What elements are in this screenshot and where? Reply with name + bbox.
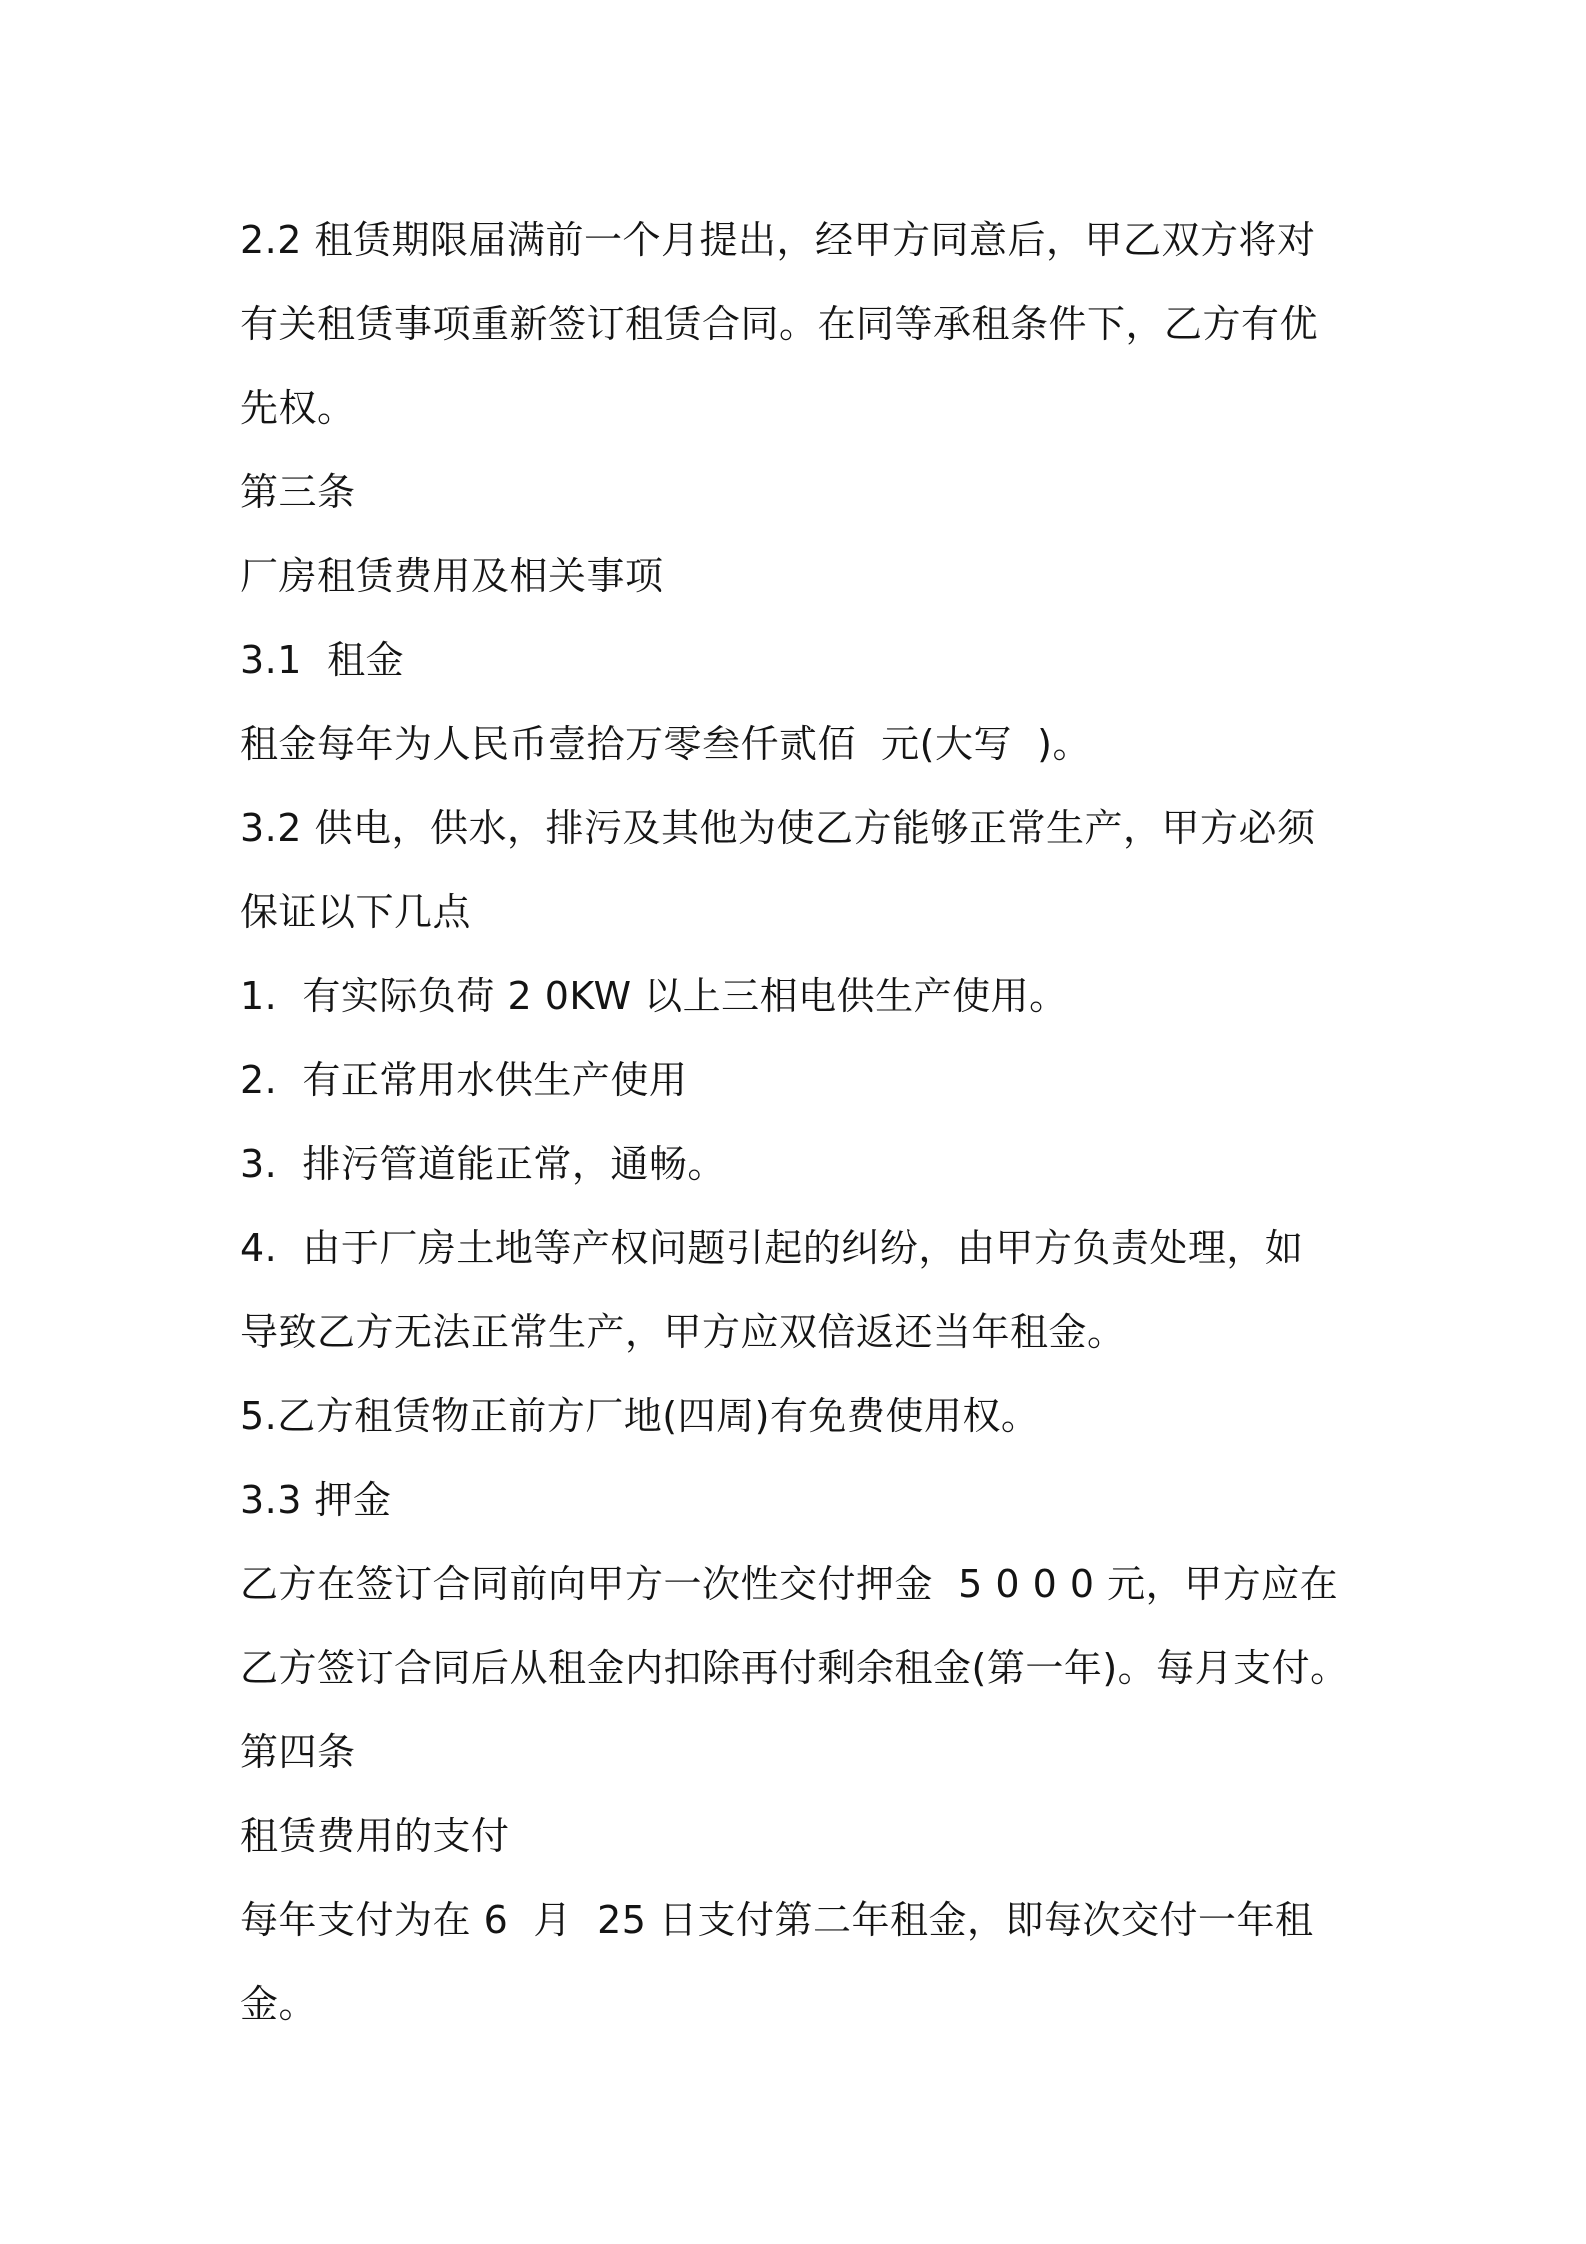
text-line: 每年支付为在 6 月 25 日支付第二年租金，即每次交付一年租 bbox=[240, 1898, 1314, 1942]
text-line: 乙方签订合同后从租金内扣除再付剩余租金(第一年)。每月支付。 bbox=[240, 1646, 1349, 1690]
text-line: 有关租赁事项重新签订租赁合同。在同等承租条件下，乙方有优 bbox=[240, 302, 1319, 346]
text-line: 乙方在签订合同前向甲方一次性交付押金 5 0 0 0 元，甲方应在 bbox=[240, 1562, 1339, 1606]
section-title: 厂房租赁费用及相关事项 bbox=[240, 554, 664, 598]
text-line: 先权。 bbox=[240, 386, 356, 430]
text-line: 3.2 供电，供水，排污及其他为使乙方能够正常生产，甲方必须 bbox=[240, 806, 1316, 850]
list-item: 1. 有实际负荷 2 0KW 以上三相电供生产使用。 bbox=[240, 974, 1068, 1018]
section-heading: 第三条 bbox=[240, 470, 356, 514]
text-line: 金。 bbox=[240, 1982, 318, 2026]
list-item: 2. 有正常用水供生产使用 bbox=[240, 1058, 688, 1102]
text-line: 2.2 租赁期限届满前一个月提出，经甲方同意后，甲乙双方将对 bbox=[240, 218, 1316, 262]
subsection-heading: 3.1 租金 bbox=[240, 638, 405, 682]
list-item: 4. 由于厂房土地等产权问题引起的纠纷，由甲方负责处理，如 bbox=[240, 1226, 1304, 1270]
list-item: 5.乙方租赁物正前方厂地(四周)有免费使用权。 bbox=[240, 1394, 1040, 1438]
subsection-heading: 3.3 押金 bbox=[240, 1478, 392, 1522]
section-title: 租赁费用的支付 bbox=[240, 1814, 510, 1858]
document-body bbox=[240, 198, 1400, 2046]
text-line: 保证以下几点 bbox=[240, 890, 472, 934]
text-line: 导致乙方无法正常生产，甲方应双倍返还当年租金。 bbox=[240, 1310, 1126, 1354]
section-heading: 第四条 bbox=[240, 1730, 356, 1774]
list-item: 3. 排污管道能正常，通畅。 bbox=[240, 1142, 726, 1186]
text-line: 租金每年为人民币壹拾万零叁仟贰佰 元(大写 )。 bbox=[240, 722, 1091, 766]
